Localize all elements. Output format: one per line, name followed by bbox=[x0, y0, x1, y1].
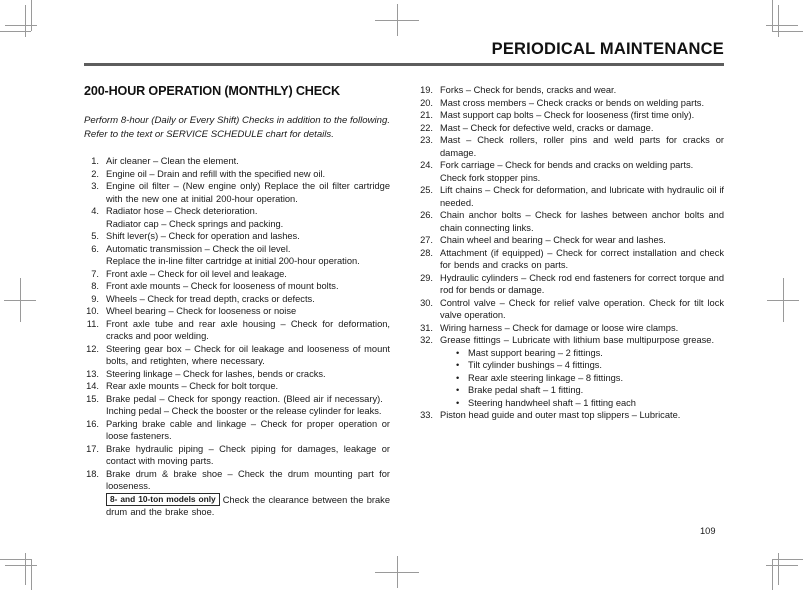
list-item bbox=[84, 468, 390, 519]
list-item-number: 22. bbox=[420, 122, 433, 133]
page-content bbox=[84, 40, 724, 519]
left-column bbox=[84, 84, 390, 519]
list-item bbox=[418, 209, 724, 234]
list-item-text: Engine oil filter – (New engine only) Replace the oil filter cartridge with the new one at initial 200-hour operation. bbox=[106, 181, 390, 204]
list-item-text: Forks – Check for bends, cracks and wear. bbox=[440, 85, 617, 96]
list-item-number: 28. bbox=[420, 247, 433, 258]
list-item-number: 12. bbox=[86, 343, 99, 354]
list-item-text: Rear axle mounts – Check for bolt torque. bbox=[106, 381, 279, 392]
list-item-number: 26. bbox=[420, 210, 433, 221]
bullet-icon: • bbox=[456, 372, 460, 383]
registration-cross-bottom bbox=[375, 556, 419, 588]
list-item-number: 10. bbox=[86, 306, 99, 317]
two-column-layout bbox=[84, 84, 724, 519]
crop-mark-bottom-right bbox=[761, 548, 803, 590]
bullet-text: Steering handwheel shaft – 1 fitting each bbox=[468, 397, 636, 408]
bullet-text: Brake pedal shaft – 1 fitting. bbox=[468, 385, 584, 396]
list-item bbox=[418, 409, 724, 422]
list-item-number: 8. bbox=[91, 281, 99, 292]
list-item bbox=[456, 359, 724, 372]
list-item bbox=[84, 155, 390, 168]
list-item-text: Wiring harness – Check for damage or loose wire clamps. bbox=[440, 322, 679, 333]
list-item-text: Chain wheel and bearing – Check for wear and lashes. bbox=[440, 235, 666, 246]
header-rule bbox=[84, 63, 724, 66]
list-item-number: 2. bbox=[91, 168, 99, 179]
model-applicability-tag: 8- and 10-ton models only bbox=[106, 493, 220, 507]
list-item bbox=[418, 334, 724, 409]
list-item bbox=[84, 305, 390, 318]
list-item-text: Hydraulic cylinders – Check rod end fasteners for correct torque and rod for bends or damage. bbox=[440, 272, 724, 296]
list-item bbox=[456, 347, 724, 360]
list-item-text: Mast – Check rollers, roller pins and weld parts for cracks or damage. bbox=[440, 135, 724, 158]
crop-mark-top-left bbox=[0, 0, 42, 42]
list-item bbox=[84, 393, 390, 418]
list-item-number: 17. bbox=[86, 443, 99, 454]
list-item-text: Front axle mounts – Check for looseness of mount bolts. bbox=[106, 281, 339, 292]
bullet-icon: • bbox=[456, 397, 460, 408]
list-item bbox=[84, 230, 390, 243]
list-item-text: Grease fittings – Lubricate with lithium base multipurpose grease. bbox=[440, 335, 715, 346]
list-item-text: Air cleaner – Clean the element. bbox=[106, 156, 239, 167]
list-item bbox=[84, 268, 390, 281]
list-item bbox=[418, 84, 724, 97]
bullet-text: Mast support bearing – 2 fittings. bbox=[468, 347, 603, 358]
list-item-number: 5. bbox=[91, 231, 99, 242]
list-item-number: 18. bbox=[86, 468, 99, 479]
list-item-number: 29. bbox=[420, 272, 433, 283]
list-item-text-cont: Check fork stopper pins. bbox=[440, 172, 541, 183]
list-item bbox=[84, 293, 390, 306]
list-item bbox=[418, 134, 724, 159]
list-item-number: 3. bbox=[91, 181, 99, 192]
list-item bbox=[456, 397, 724, 410]
list-item bbox=[418, 322, 724, 335]
list-item-text: Chain anchor bolts – Check for lashes between anchor bolts and chain connecting links. bbox=[440, 210, 724, 233]
list-item-text: Brake drum & brake shoe – Check the drum mounting part for looseness. bbox=[106, 468, 390, 492]
list-item-number: 13. bbox=[86, 368, 99, 379]
list-item-number: 25. bbox=[420, 185, 433, 196]
crop-mark-top-right bbox=[761, 0, 803, 42]
list-item bbox=[84, 280, 390, 293]
list-item bbox=[84, 343, 390, 368]
list-item-number: 23. bbox=[420, 135, 433, 146]
list-item-text-cont: Radiator cap – Check springs and packing. bbox=[106, 218, 284, 229]
list-item-text: Mast – Check for defective weld, cracks or damage. bbox=[440, 122, 654, 133]
list-item-model-note bbox=[106, 493, 390, 519]
list-item-text: Automatic transmission – Check the oil level. bbox=[106, 243, 291, 254]
list-item bbox=[84, 168, 390, 181]
list-item-number: 30. bbox=[420, 297, 433, 308]
list-item bbox=[84, 368, 390, 381]
list-item bbox=[84, 318, 390, 343]
model-note-text: Check the clearance between the brake drum and the brake shoe. bbox=[106, 494, 390, 518]
list-item-text: Brake pedal – Check for spongy reaction. (Bleed air if necessary). bbox=[106, 393, 383, 404]
list-item-text-cont: Replace the in-line filter cartridge at initial 200-hour operation. bbox=[106, 256, 360, 267]
list-item bbox=[418, 297, 724, 322]
list-item-text: Attachment (if equipped) – Check for correct installation and check for bends and cracks on parts. bbox=[440, 247, 724, 271]
list-item bbox=[418, 272, 724, 297]
list-item-text: Lift chains – Check for deformation, and lubricate with hydraulic oil if needed. bbox=[440, 185, 724, 208]
list-item-number: 9. bbox=[91, 293, 99, 304]
list-item bbox=[84, 418, 390, 443]
list-item-number: 24. bbox=[420, 160, 433, 171]
list-item bbox=[456, 384, 724, 397]
list-item-number: 21. bbox=[420, 110, 433, 121]
list-item-text: Mast cross members – Check cracks or bends on welding parts. bbox=[440, 97, 705, 108]
list-item-text: Parking brake cable and linkage – Check for proper operation or loose fasteners. bbox=[106, 418, 390, 442]
bullet-icon: • bbox=[456, 385, 460, 396]
registration-cross-top bbox=[375, 4, 419, 36]
list-item bbox=[84, 180, 390, 205]
list-item bbox=[418, 159, 724, 184]
bullet-icon: • bbox=[456, 360, 460, 371]
grease-fittings-bullets bbox=[440, 347, 724, 410]
list-item bbox=[84, 380, 390, 393]
list-item-text: Engine oil – Drain and refill with the specified new oil. bbox=[106, 168, 326, 179]
list-item-number: 11. bbox=[86, 318, 99, 329]
list-item bbox=[418, 247, 724, 272]
section-intro: Perform 8-hour (Daily or Every Shift) Checks in addition to the following. Refer to the text or SERVICE SCHEDULE chart for details. bbox=[84, 115, 390, 140]
list-item-number: 15. bbox=[86, 393, 99, 404]
list-item-text: Steering gear box – Check for oil leakage and looseness of mount bolts, and retighten, where necessary. bbox=[106, 343, 390, 367]
list-item bbox=[418, 97, 724, 110]
list-item bbox=[456, 372, 724, 385]
list-item bbox=[84, 205, 390, 230]
list-item-number: 19. bbox=[420, 85, 433, 96]
list-item-text-cont: Inching pedal – Check the booster or the release cylinder for leaks. bbox=[106, 406, 382, 417]
list-item-text: Fork carriage – Check for bends and cracks on welding parts. bbox=[440, 160, 694, 171]
list-item-number: 14. bbox=[86, 381, 99, 392]
list-item bbox=[84, 443, 390, 468]
list-item-text: Piston head guide and outer mast top slippers – Lubricate. bbox=[440, 410, 681, 421]
list-item-text: Mast support cap bolts – Check for looseness (first time only). bbox=[440, 110, 695, 121]
bullet-text: Rear axle steering linkage – 8 fittings. bbox=[468, 372, 624, 383]
right-column bbox=[418, 84, 724, 519]
running-head: PERIODICAL MAINTENANCE bbox=[491, 40, 724, 58]
list-item bbox=[84, 243, 390, 268]
list-item-text: Steering linkage – Check for lashes, bends or cracks. bbox=[106, 368, 326, 379]
list-item-number: 20. bbox=[420, 97, 433, 108]
list-item-number: 1. bbox=[91, 156, 99, 167]
list-item-number: 32. bbox=[420, 335, 433, 346]
registration-cross-right bbox=[767, 278, 799, 322]
list-item-text: Brake hydraulic piping – Check piping for damages, leakage or contact with moving parts. bbox=[106, 443, 390, 467]
list-item-number: 6. bbox=[91, 243, 99, 254]
list-item-number: 27. bbox=[420, 235, 433, 246]
checklist-left bbox=[84, 155, 390, 519]
list-item-text: Radiator hose – Check deterioration. bbox=[106, 206, 258, 217]
list-item-number: 4. bbox=[91, 206, 99, 217]
crop-mark-bottom-left bbox=[0, 548, 42, 590]
list-item-text: Wheels – Check for tread depth, cracks or defects. bbox=[106, 293, 315, 304]
section-title: 200-HOUR OPERATION (MONTHLY) CHECK bbox=[84, 84, 340, 99]
list-item-text: Front axle – Check for oil level and leakage. bbox=[106, 268, 287, 279]
list-item-text: Wheel bearing – Check for looseness or noise bbox=[106, 306, 297, 317]
list-item bbox=[418, 184, 724, 209]
page-number: 109 bbox=[700, 526, 716, 536]
list-item-number: 33. bbox=[420, 410, 433, 421]
list-item bbox=[418, 109, 724, 122]
registration-cross-left bbox=[4, 278, 36, 322]
list-item-number: 7. bbox=[91, 268, 99, 279]
list-item-text: Front axle tube and rear axle housing – Check for deformation, cracks and poor welding. bbox=[106, 318, 390, 342]
list-item bbox=[418, 234, 724, 247]
bullet-text: Tilt cylinder bushings – 4 fittings. bbox=[468, 360, 603, 371]
checklist-right bbox=[418, 84, 724, 422]
list-item-text: Control valve – Check for relief valve operation. Check for tilt lock valve operation. bbox=[440, 297, 724, 321]
list-item bbox=[418, 122, 724, 135]
bullet-icon: • bbox=[456, 347, 460, 358]
list-item-text: Shift lever(s) – Check for operation and lashes. bbox=[106, 231, 300, 242]
list-item-number: 31. bbox=[420, 322, 433, 333]
list-item-number: 16. bbox=[86, 418, 99, 429]
